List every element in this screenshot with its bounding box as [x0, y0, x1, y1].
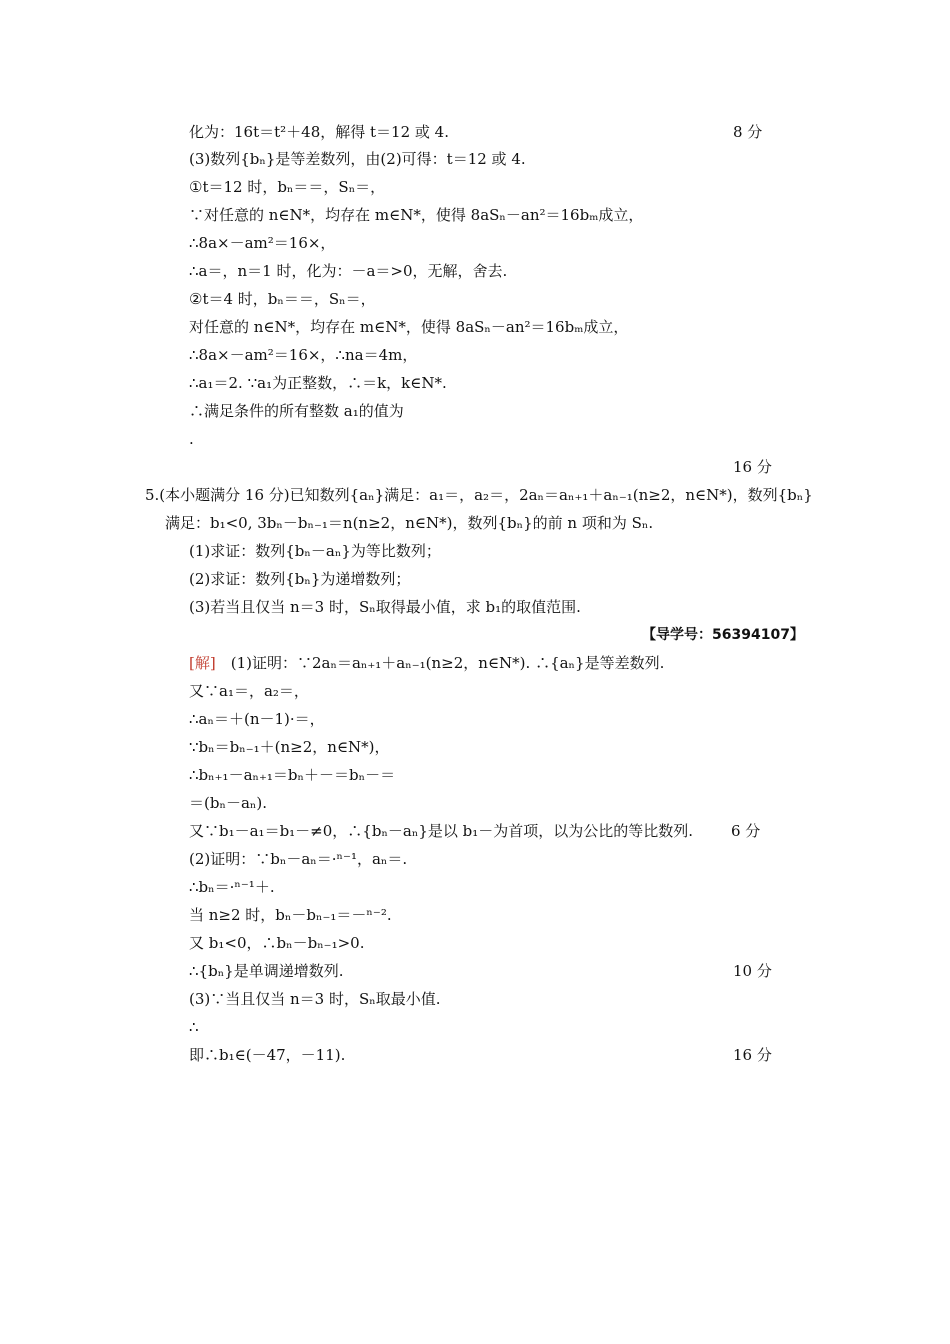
- solution-line-8: [0, 846, 950, 873]
- guide-number-tag: 【导学号：56394107】: [642, 627, 804, 643]
- line-text: ∴aₙ＝＋(n－1)·＝，: [189, 710, 325, 728]
- solution-line-5: [0, 762, 950, 789]
- line-a12: [0, 426, 950, 453]
- line-text: ∴a₁＝2. ∵a₁为正整数，∴＝k，k∈N*.: [189, 374, 447, 392]
- line-text: ＝(bₙ－aₙ).: [189, 794, 267, 812]
- score-mark: 8 分: [733, 123, 763, 141]
- question-3: [0, 594, 950, 621]
- line-text: ∴bₙ₊₁－aₙ₊₁＝bₙ＋－＝bₙ－＝: [189, 766, 396, 784]
- line-text: ∴8a×－am²＝16×，∴na＝4m，: [189, 346, 418, 364]
- solution-line-4: [0, 734, 950, 761]
- solution-label: [解]: [189, 654, 216, 672]
- line-a4: [0, 202, 950, 229]
- line-text: 5.(本小题满分 16 分)已知数列{aₙ}满足：a₁＝，a₂＝，2aₙ＝aₙ₊₁＋aₙ₋₁(n≥2，n∈N*)，数列{bₙ}: [145, 486, 813, 504]
- line-text: 即∴b₁∈(－47，－11).: [189, 1046, 346, 1064]
- line-a6: [0, 258, 950, 285]
- line-a1: [0, 119, 950, 146]
- line-text: ∴{bₙ}是单调递增数列.: [189, 962, 344, 980]
- solution-line-7: [0, 818, 950, 845]
- score-mark: 10 分: [733, 962, 772, 980]
- line-text: ∴8a×－am²＝16×，: [189, 234, 336, 252]
- score-mark: 6 分: [731, 822, 761, 840]
- line-a9: [0, 342, 950, 369]
- question-1: [0, 538, 950, 565]
- solution-line-3: [0, 706, 950, 733]
- line-a8: [0, 314, 950, 341]
- line-a11: [0, 398, 950, 425]
- solution-line-2: [0, 678, 950, 705]
- solution-line-text: [189, 650, 664, 677]
- problem-statement-line-1: [0, 482, 950, 509]
- line-text: 当 n≥2 时，bₙ－bₙ₋₁＝－ⁿ⁻².: [189, 906, 392, 924]
- solution-line-9: [0, 874, 950, 901]
- line-text: ∴a＝，n＝1 时，化为：－a＝>0，无解，舍去.: [189, 262, 508, 280]
- line-text: (2)证明：∵bₙ－aₙ＝·ⁿ⁻¹，aₙ＝.: [189, 850, 408, 868]
- score-mark: 16 分: [733, 458, 772, 476]
- line-text: 又∵a₁＝，a₂＝，: [189, 682, 309, 700]
- line-text: (1)求证：数列{bₙ－aₙ}为等比数列；: [189, 542, 441, 560]
- line-text: ∴bₙ＝·ⁿ⁻¹＋.: [189, 878, 275, 896]
- line-text: 满足：b₁<0, 3bₙ－bₙ₋₁＝n(n≥2，n∈N*)，数列{bₙ}的前 n 项和为 Sₙ.: [165, 514, 654, 532]
- line-text: ∴: [189, 1018, 199, 1036]
- score-mark: 16 分: [733, 1046, 772, 1064]
- solution-line-11: [0, 930, 950, 957]
- line-a2: [0, 146, 950, 173]
- line-a3: [0, 174, 950, 201]
- line-a10: [0, 370, 950, 397]
- line-text: (3)数列{bₙ}是等差数列，由(2)可得：t＝12 或 4.: [189, 150, 526, 168]
- line-text: .: [189, 430, 194, 448]
- line-text: 又∵b₁－a₁＝b₁－≠0，∴{bₙ－aₙ}是以 b₁－为首项，以为公比的等比数列.: [189, 822, 694, 840]
- line-text: 又 b₁<0，∴bₙ－bₙ₋₁>0.: [189, 934, 365, 952]
- line-text: (2)求证：数列{bₙ}为递增数列；: [189, 570, 411, 588]
- line-text: ∴满足条件的所有整数 a₁的值为: [189, 402, 404, 420]
- problem-statement-line-2: [0, 510, 950, 537]
- solution-line-6: [0, 790, 950, 817]
- line-text: (3)∵当且仅当 n＝3 时，Sₙ取最小值.: [189, 990, 441, 1008]
- line-text: ∵对任意的 n∈N*，均存在 m∈N*，使得 8aSₙ－an²＝16bₘ成立，: [189, 206, 644, 224]
- line-text: 化为：16t＝t²＋48，解得 t＝12 或 4.: [189, 123, 449, 141]
- line-a5: [0, 230, 950, 257]
- solution-line-12: [0, 958, 950, 985]
- solution-line-15: [0, 1042, 950, 1069]
- line-text: ∵bₙ＝bₙ₋₁＋(n≥2，n∈N*)，: [189, 738, 390, 756]
- solution-line-1: [0, 650, 950, 677]
- line-a7: [0, 286, 950, 313]
- guide-number-line: [0, 622, 950, 649]
- line-text: (1)证明：∵2aₙ＝aₙ₊₁＋aₙ₋₁(n≥2，n∈N*). ∴{aₙ}是等差数列.: [215, 654, 665, 672]
- solution-line-14: [0, 1014, 950, 1041]
- line-text: (3)若当且仅当 n＝3 时，Sₙ取得最小值，求 b₁的取值范围.: [189, 598, 581, 616]
- line-text: ②t＝4 时，bₙ＝＝，Sₙ＝，: [189, 290, 376, 308]
- line-a13: [0, 454, 950, 481]
- solution-line-13: [0, 986, 950, 1013]
- line-text: ①t＝12 时，bₙ＝＝，Sₙ＝，: [189, 178, 386, 196]
- solution-line-10: [0, 902, 950, 929]
- question-2: [0, 566, 950, 593]
- line-text: 对任意的 n∈N*，均存在 m∈N*，使得 8aSₙ－an²＝16bₘ成立，: [189, 318, 629, 336]
